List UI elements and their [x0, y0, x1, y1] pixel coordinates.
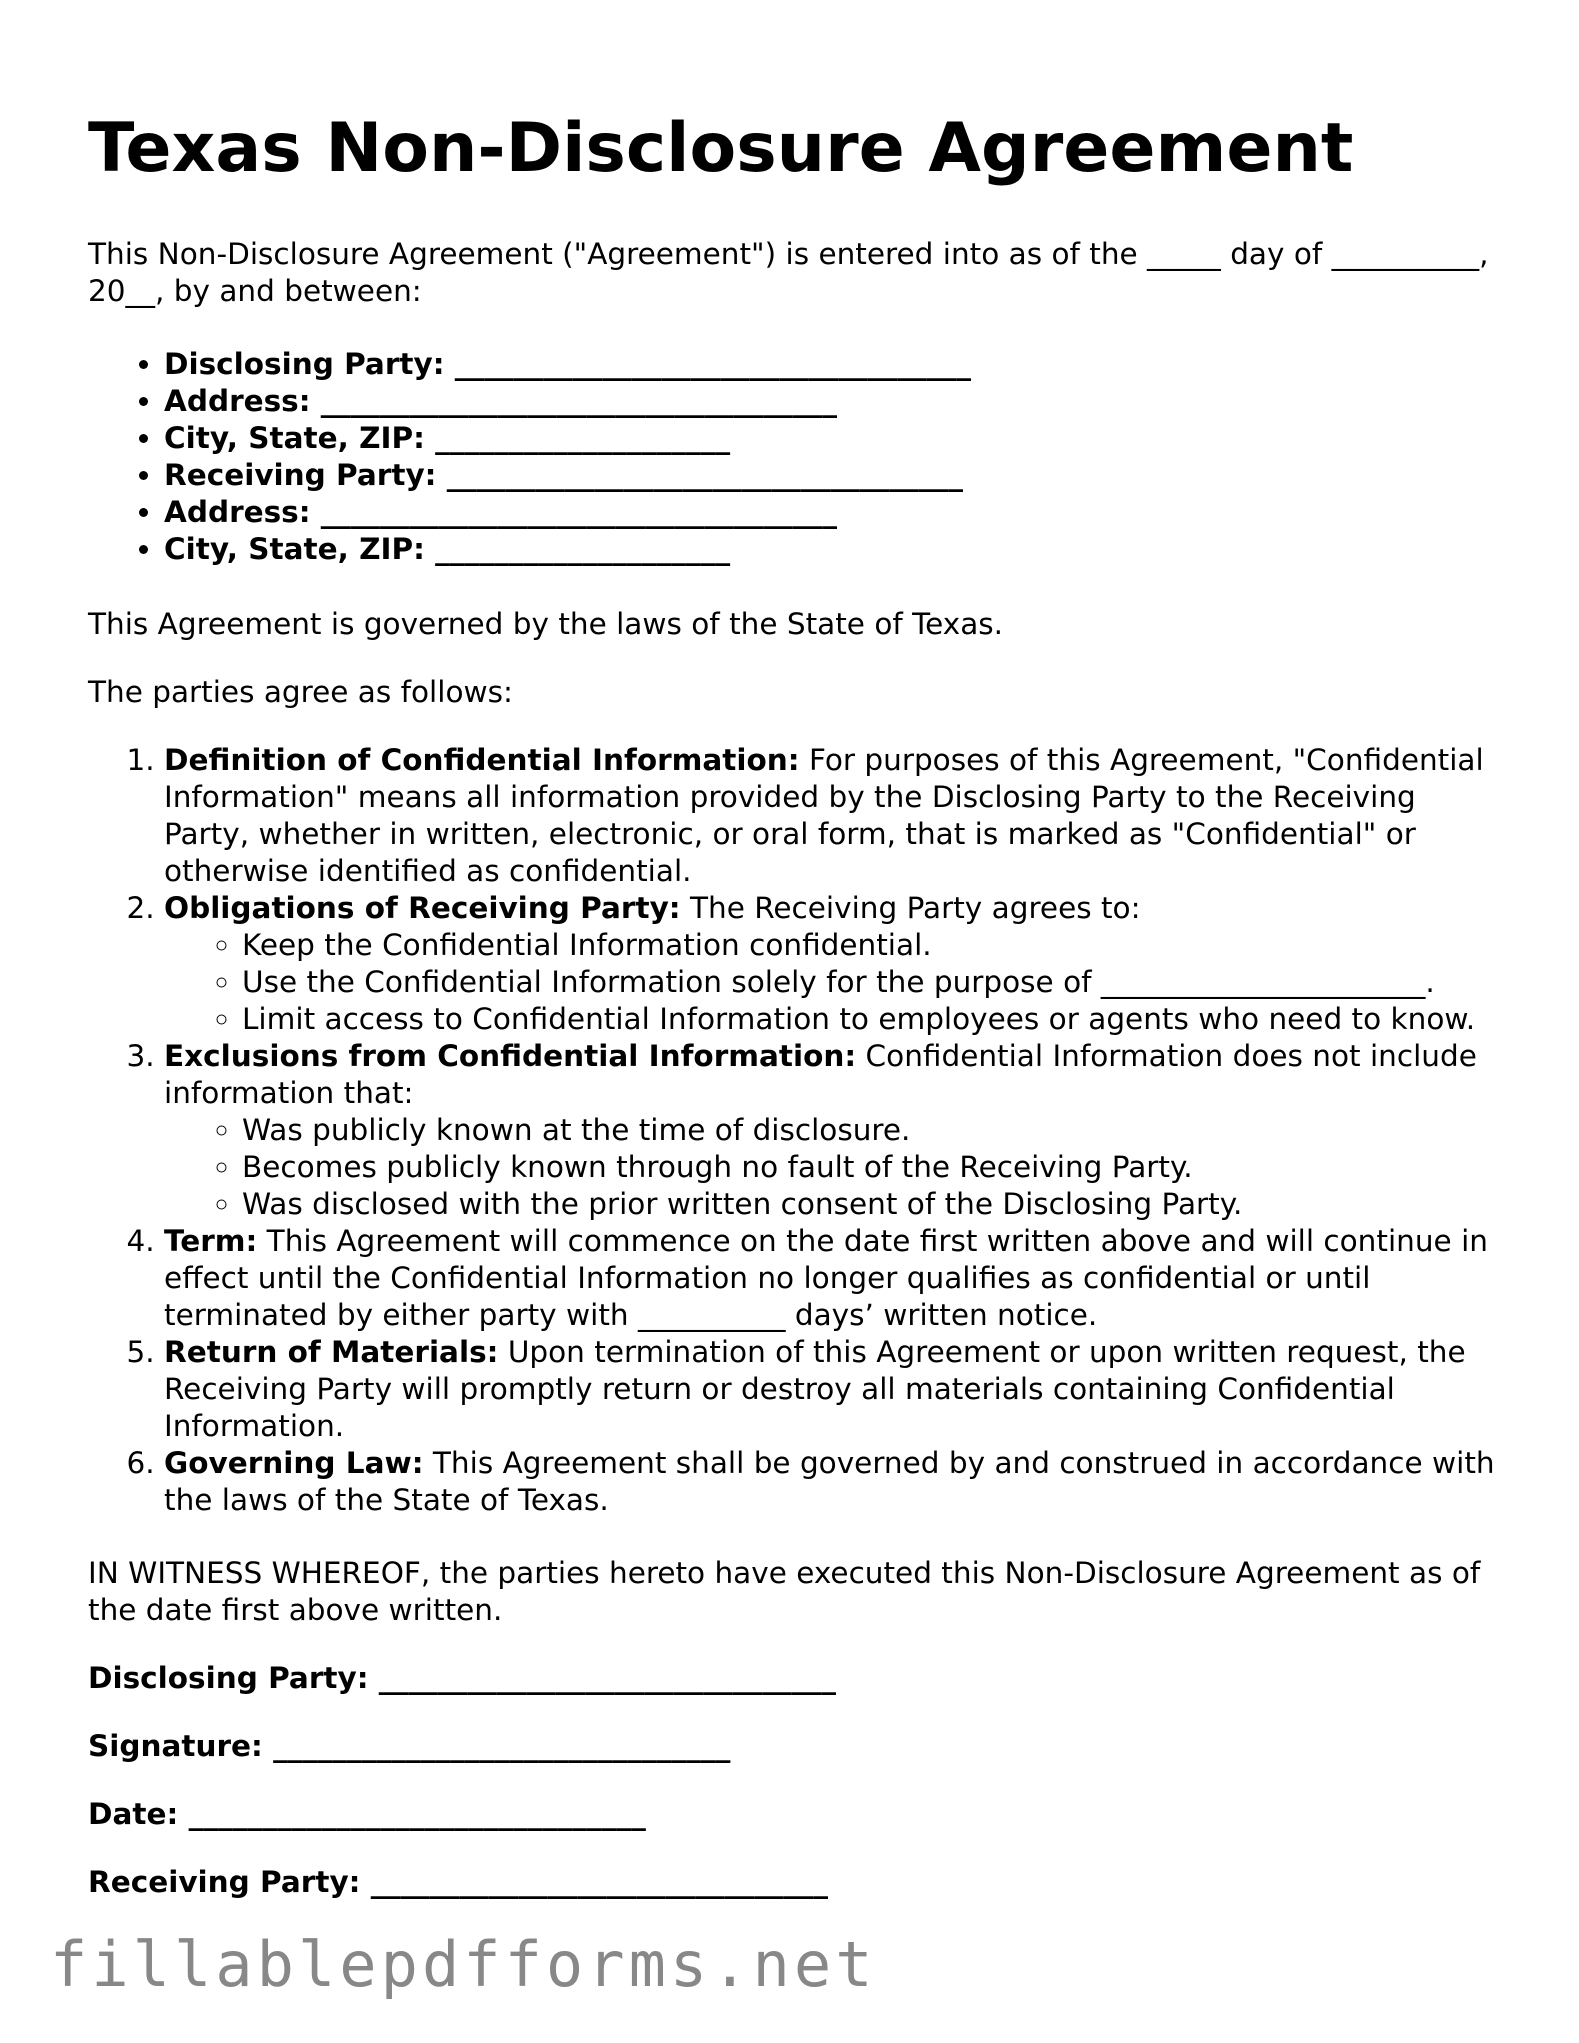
term-item-definition [164, 742, 1508, 890]
sub-item: ◦ Limit access to Confidential Information to employees or agents who need to know. [242, 1001, 1508, 1038]
party-field-receiving-party[interactable]: • Receiving Party: ___________________________________ [164, 457, 1508, 494]
party-field-disclosing-address[interactable]: • Address: ___________________________________ [164, 383, 1508, 420]
governed-statement: This Agreement is governed by the laws of the State of Texas. [88, 607, 1004, 641]
term-heading: Exclusions from Confidential Information: [164, 1039, 857, 1073]
document-page [88, 108, 1508, 1932]
party-field-receiving-address[interactable]: • Address: ___________________________________ [164, 494, 1508, 531]
term-heading: Return of Materials: [164, 1335, 499, 1369]
signature-field-disclosing-party[interactable]: Disclosing Party: _______________________________ [88, 1661, 837, 1695]
agree-intro: The parties agree as follows: [88, 675, 513, 709]
document-title: Texas Non-Disclosure Agreement [88, 109, 1354, 188]
term-heading: Obligations of Receiving Party: [164, 891, 681, 925]
sub-item-purpose-field[interactable]: ◦ Use the Confidential Information solely for the purpose of ______________________. [242, 964, 1508, 1001]
term-item-return-materials [164, 1334, 1508, 1445]
party-field-receiving-city-state-zip[interactable]: • City, State, ZIP: ____________________ [164, 531, 1508, 568]
sub-item: ◦ Was disclosed with the prior written consent of the Disclosing Party. [242, 1186, 1508, 1223]
intro-paragraph: This Non-Disclosure Agreement ("Agreement") is entered into as of the _____ day of __________, 20__, by and between: [88, 237, 1489, 308]
term-text: The Receiving Party agrees to: [680, 891, 1141, 925]
signature-field-date[interactable]: Date: _______________________________ [88, 1797, 646, 1831]
obligations-sublist [164, 927, 1508, 1038]
exclusions-sublist [164, 1112, 1508, 1223]
term-item-obligations [164, 890, 1508, 1038]
term-heading: Definition of Confidential Information: [164, 743, 800, 777]
term-text: Upon termination of this Agreement or upon written request, the Receiving Party will promptly return or destroy all materials containing Confidential Information. [164, 1335, 1466, 1443]
party-field-disclosing-city-state-zip[interactable]: • City, State, ZIP: ____________________ [164, 420, 1508, 457]
term-text: Confidential Information does not include information that: [164, 1039, 1477, 1110]
party-field-disclosing-party[interactable]: • Disclosing Party: ___________________________________ [164, 346, 1508, 383]
signature-field-receiving-party[interactable]: Receiving Party: _______________________________ [88, 1865, 828, 1899]
terms-list [88, 742, 1508, 1519]
term-item-exclusions [164, 1038, 1508, 1223]
term-text: This Agreement shall be governed by and construed in accordance with the laws of the State of Texas. [164, 1446, 1495, 1517]
witness-paragraph: IN WITNESS WHEREOF, the parties hereto have executed this Non-Disclosure Agreement as of the date first above written. [88, 1556, 1481, 1627]
sub-item: ◦ Keep the Confidential Information confidential. [242, 927, 1508, 964]
term-text-notice-field[interactable]: This Agreement will commence on the date first written above and will continue in effect until the Confidential Information no longer qualifies as confidential or until terminated by either party with __________ days’ written notice. [164, 1224, 1488, 1332]
watermark-logo: fillablepdfforms.net [50, 1928, 877, 2001]
sub-item: ◦ Becomes publicly known through no fault of the Receiving Party. [242, 1149, 1508, 1186]
term-heading: Term: [164, 1224, 258, 1258]
sub-item: ◦ Was publicly known at the time of disclosure. [242, 1112, 1508, 1149]
signature-field-signature[interactable]: Signature: _______________________________ [88, 1729, 731, 1763]
term-item-governing-law [164, 1445, 1508, 1519]
term-heading: Governing Law: [164, 1446, 424, 1480]
party-details-list [88, 346, 1508, 568]
term-item-term [164, 1223, 1508, 1334]
term-text: For purposes of this Agreement, "Confidential Information" means all information provided by the Disclosing Party to the Receiving Party, whether in written, electronic, or oral form, that is marked as "Confidential" or otherwise identified as confidential. [164, 743, 1484, 888]
